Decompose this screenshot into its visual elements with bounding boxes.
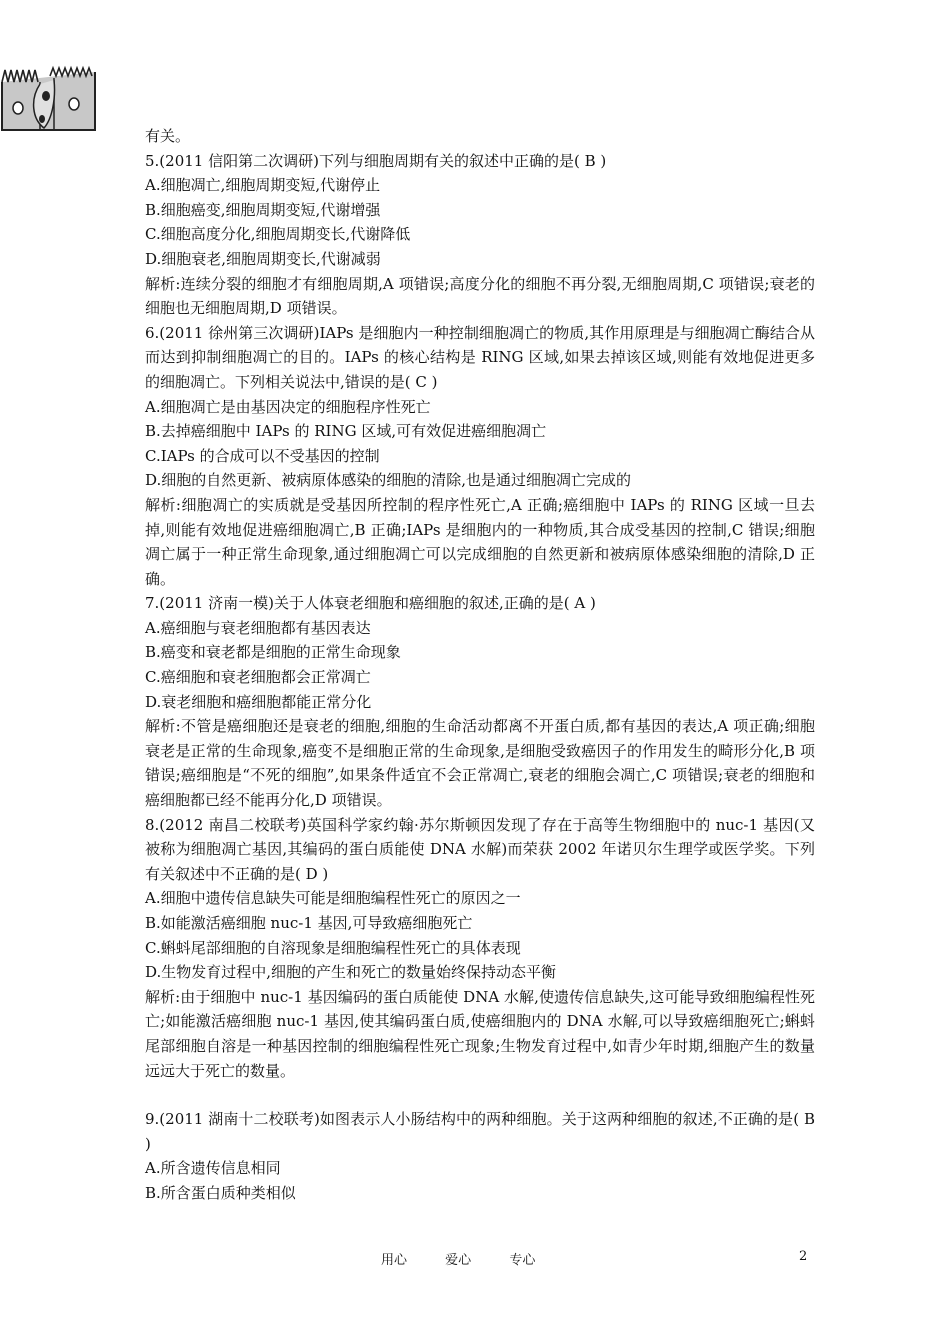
question-content bbox=[145, 124, 815, 1206]
text-line: 9.(2011 湖南十二校联考)如图表示人小肠结构中的两种细胞。关于这两种细胞的叙述,不正确的是( B ) bbox=[145, 1110, 815, 1153]
text-line: A.癌细胞与衰老细胞都有基因表达 bbox=[145, 618, 371, 637]
text-line: A.细胞凋亡,细胞周期变短,代谢停止 bbox=[145, 176, 381, 195]
footer-motto: 爱心 bbox=[445, 1253, 472, 1268]
text-line: C.癌细胞和衰老细胞都会正常凋亡 bbox=[145, 668, 371, 687]
text-line: C.IAPs 的合成可以不受基因的控制 bbox=[145, 446, 380, 465]
footer-mottos bbox=[381, 1249, 569, 1268]
text-line: 7.(2011 济南一模)关于人体衰老细胞和癌细胞的叙述,正确的是( A ) bbox=[145, 594, 596, 613]
text-line: 解析:不管是癌细胞还是衰老的细胞,细胞的生命活动都离不开蛋白质,都有基因的表达,A 项正确;细胞衰老是正常的生命现象,癌变不是细胞正常的生命现象,是细胞受致癌因子的作用发生的畸形分化,B 项错误;癌细胞是“不死的细胞”,如果条件适宜不会正常凋亡,衰老的细胞会凋亡,C 项错误;衰老的细胞和癌细胞都已经不能再分化,D 项错误。 bbox=[145, 717, 815, 810]
page-number: 2 bbox=[799, 1249, 808, 1264]
text-line: D.衰老细胞和癌细胞都能正常分化 bbox=[145, 692, 372, 711]
footer-motto: 用心 bbox=[381, 1253, 408, 1268]
footer-motto: 专心 bbox=[509, 1253, 536, 1268]
text-line: B.所含蛋白质种类相似 bbox=[145, 1183, 296, 1202]
text-line: 解析:细胞凋亡的实质就是受基因所控制的程序性死亡,A 正确;癌细胞中 IAPs 的 RING 区域一旦去掉,则能有效地促进癌细胞凋亡,B 正确;IAPs 是细胞内的一种物质,其合成受基因的控制,C 错误;细胞凋亡属于一种正常生命现象,通过细胞凋亡可以完成细胞的自然更新和被病原体感染细胞的清除,D 正确。 bbox=[145, 495, 815, 588]
text-line: A.细胞凋亡是由基因决定的细胞程序性死亡 bbox=[145, 397, 431, 416]
text-line: 5.(2011 信阳第二次调研)下列与细胞周期有关的叙述中正确的是( B ) bbox=[145, 151, 607, 170]
intestinal-cells-figure bbox=[0, 64, 98, 134]
text-line: D.细胞衰老,细胞周期变长,代谢减弱 bbox=[145, 249, 381, 268]
text-line: 解析:由于细胞中 nuc-1 基因编码的蛋白质能使 DNA 水解,使遗传信息缺失,这可能导致细胞编程性死亡;如能激活癌细胞 nuc-1 基因,使其编码蛋白质,使癌细胞内的 DNA 水解,可以导致癌细胞死亡;蝌蚪尾部细胞自溶是一种基因控制的细胞编程性死亡现象;生物发育过程中,如青少年时期,细胞产生的数量远远大于死亡的数量。 bbox=[145, 987, 815, 1080]
text-line: D.细胞的自然更新、被病原体感染的细胞的清除,也是通过细胞凋亡完成的 bbox=[145, 471, 632, 490]
text-line: 有关。 bbox=[145, 127, 191, 145]
text-line: C.蝌蚪尾部细胞的自溶现象是细胞编程性死亡的具体表现 bbox=[145, 938, 521, 957]
blank-line bbox=[145, 1083, 815, 1107]
text-line: B.如能激活癌细胞 nuc-1 基因,可导致癌细胞死亡 bbox=[145, 914, 473, 932]
text-line: 6.(2011 徐州第三次调研)IAPs 是细胞内一种控制细胞凋亡的物质,其作用原理是与细胞凋亡酶结合从而达到抑制细胞凋亡的目的。IAPs 的核心结构是 RING 区域,如果去掉该区域,则能有效地促进更多的细胞凋亡。下列相关说法中,错误的是( C ) bbox=[145, 323, 815, 391]
text-line: B.去掉癌细胞中 IAPs 的 RING 区域,可有效促进癌细胞凋亡 bbox=[145, 422, 547, 441]
text-line: 解析:连续分裂的细胞才有细胞周期,A 项错误;高度分化的细胞不再分裂,无细胞周期,C 项错误;衰老的细胞也无细胞周期,D 项错误。 bbox=[145, 274, 815, 318]
text-line: B.癌变和衰老都是细胞的正常生命现象 bbox=[145, 643, 401, 662]
text-line: C.细胞高度分化,细胞周期变长,代谢降低 bbox=[145, 225, 411, 244]
text-line: A.细胞中遗传信息缺失可能是细胞编程性死亡的原因之一 bbox=[145, 889, 521, 908]
text-line: 8.(2012 南昌二校联考)英国科学家约翰·苏尔斯顿因发现了存在于高等生物细胞中的 nuc-1 基因(又被称为细胞凋亡基因,其编码的蛋白质能使 DNA 水解)而荣获 2002 年诺贝尔生理学或医学奖。下列有关叙述中不正确的是( D ) bbox=[145, 815, 815, 883]
text-line: D.生物发育过程中,细胞的产生和死亡的数量始终保持动态平衡 bbox=[145, 963, 557, 982]
text-line: B.细胞癌变,细胞周期变短,代谢增强 bbox=[145, 200, 381, 219]
text-line: A.所含遗传信息相同 bbox=[145, 1159, 281, 1178]
